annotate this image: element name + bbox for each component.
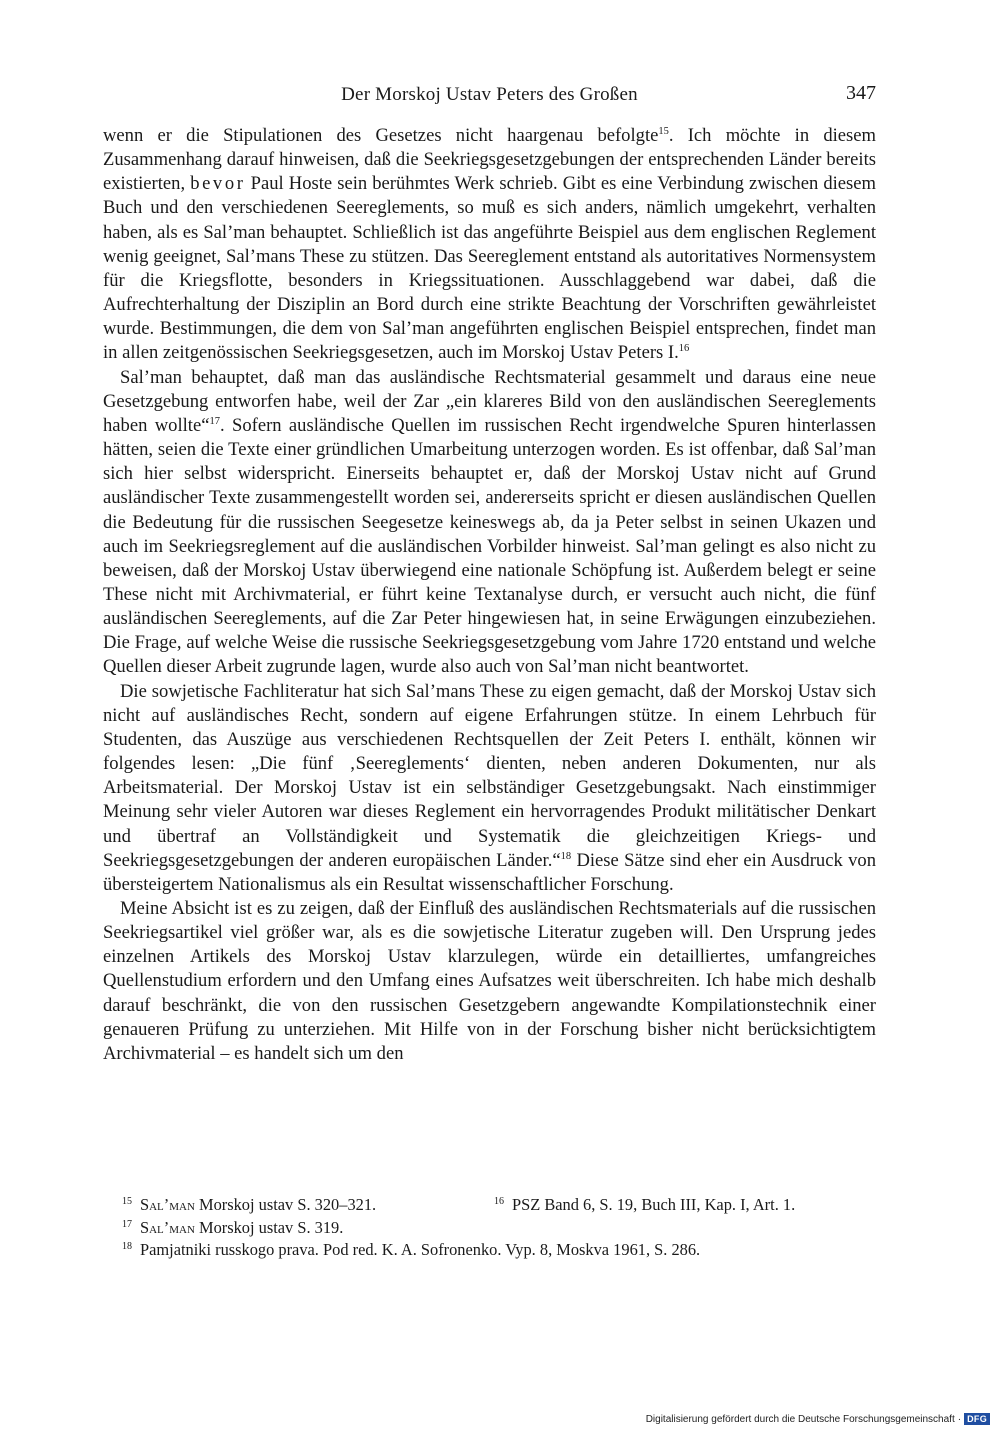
footnote-row-1 xyxy=(122,1191,882,1214)
digitization-credit xyxy=(646,1413,990,1425)
paragraph-1-text-a: wenn er die Stipulationen des Gesetzes nicht haargenau befolgte xyxy=(103,125,659,146)
footnote-15-author: Sal’man xyxy=(140,1195,195,1214)
paragraph-4: Meine Absicht ist es zu zeigen, daß der Einfluß des ausländischen Rechtsmaterials auf die russischen Seekriegsartikel viel größer war, als es die sowjetische Literatur zugeben will. Den Ursprung jedes einzelnen Artikels des Morskoj Ustav klarzulegen, würde ein detailliertes, umfangreiches Quellenstudium erfordern und den Umfang eines Aufsatzes weit überschreiten. Ich habe mich deshalb darauf beschränkt, die von den russischen Gesetzgebern angewandte Kompilationstechnik einer genaueren Prüfung zu unterziehen. Mit Hilfe von in der Forschung bisher nicht berücksichtigtem Archivmaterial – es handelt sich um den xyxy=(103,898,876,1064)
credit-text: Digitalisierung gefördert durch die Deutsche Forschungsgemeinschaft xyxy=(645,1413,955,1425)
body-text xyxy=(103,124,876,1066)
footnote-ref-18: 18 xyxy=(560,850,572,862)
footnote-row-2 xyxy=(122,1214,882,1237)
paragraph-2-text-a: Sal’man behauptet, daß man das ausländische Rechtsmaterial gesammelt und daraus eine neue Gesetzgebung entworfen habe, weil der Zar „ein klareres Bild von den ausländischen Seereglements haben wollte“ xyxy=(103,366,876,436)
paragraph-2 xyxy=(103,366,876,680)
footnote-ref-15: 15 xyxy=(658,126,669,137)
footnote-15-text: Morskoj ustav S. 320–321. xyxy=(194,1195,377,1214)
paragraph-1-text-b: . Ich möchte in diesem Zusammenhang darauf hinweisen, daß die Seekriegsgesetzgebungen der entsprechenden Länder bereits existierten, xyxy=(103,125,876,195)
footnote-18-number: 18 xyxy=(122,1241,132,1252)
paragraph-1 xyxy=(103,124,876,366)
footnote-ref-17: 17 xyxy=(209,415,220,427)
footnotes xyxy=(122,1191,882,1259)
dfg-logo-icon: DFG xyxy=(964,1413,990,1425)
footnote-16-number: 16 xyxy=(494,1196,504,1207)
footnote-15-number: 15 xyxy=(122,1196,132,1207)
paragraph-3 xyxy=(103,680,876,897)
footnote-18 xyxy=(122,1236,700,1262)
page-number: 347 xyxy=(846,82,876,104)
paragraph-1-text-c: Paul Hoste sein berühmtes Werk schrieb. Gibt es eine Verbindung zwischen diesem Buch und den verschiedenen Seereglements, so muß es sich anders, nämlich umgekehrt, verhalten haben, als es Sal’man behauptet. Schließlich ist das angeführte Beispiel aus dem englischen Reglement wenig geeignet, Sal’mans These zu stützen. Das Seereglement entstand als autoritatives Normensystem für die Kriegsflotte, besonders in Kriegssituationen. Ausschlaggebend war dabei, daß die Aufrechterhaltung der Disziplin an Bord durch eine strikte Beachtung der Vorschriften gewährleistet wurde. Bestimmungen, die dem von Sal’man angeführten englischen Beispiel entsprechen, findet man in allen zeitgenössischen Seekriegsgesetzen, auch im Morskoj Ustav Peters I. xyxy=(103,173,876,364)
footnote-16-text: PSZ Band 6, S. 19, Buch III, Kap. I, Art. 1. xyxy=(512,1195,796,1214)
running-title: Der Morskoj Ustav Peters des Großen xyxy=(341,84,638,105)
footnote-18-text: Pamjatniki russkogo prava. Pod red. K. A. Sofronenko. Vyp. 8, Moskva 1961, S. 286. xyxy=(140,1240,701,1259)
paragraph-2-text-b: . Sofern ausländische Quellen im russischen Recht irgendwelche Spuren hinterlassen hätten, seien die Texte einer gründlichen Umarbeitung unterzogen worden. Es ist offenbar, daß Sal’man sich hier selbst widerspricht. Einerseits behauptet er, daß der Morskoj Ustav nicht auf Grund ausländischer Texte zusammengestellt worden sei, andererseits spricht er diesen ausländischen Quellen die Bedeutung für die russischen Seegesetze keineswegs ab, da ja Peter selbst in seinen Ukazen und auch im Seekriegsreglement auf die ausländischen Vorbilder hinweist. Sal’man gelingt es also nicht zu beweisen, daß der Morskoj Ustav überwiegend eine nationale Schöpfung ist. Außerdem belegt er seine These nicht mit Archivmaterial, er führt keine Textanalyse durch, er versucht auch nicht, die fünf ausländischen Seereglements, auf die Zar Peter hingewiesen hat, in seine Erwägungen einzubeziehen. Die Frage, auf welche Weise die russische Seekriegsgesetzgebung vom Jahre 1720 entstand und welche Quellen dieser Arbeit zugrunde lagen, wurde also auch von Sal’man nicht beantwortet. xyxy=(103,414,876,678)
paragraph-1-emphasis: bevor xyxy=(190,173,246,195)
footnote-17-text: Morskoj ustav S. 319. xyxy=(194,1217,344,1237)
footnote-17-number: 17 xyxy=(122,1218,132,1230)
paragraph-3-text-b: Diese Sätze sind eher ein Ausdruck von übersteigertem Nationalismus als ein Resultat wissenschaftlicher Forschung. xyxy=(103,849,876,895)
footnote-row-3 xyxy=(122,1236,882,1259)
footnote-ref-16: 16 xyxy=(678,343,690,355)
credit-separator: · xyxy=(957,1413,962,1425)
paragraph-3-text-a: Die sowjetische Fachliteratur hat sich Sal’mans These zu eigen gemacht, daß der Morskoj Ustav sich nicht auf ausländisches Recht, sondern auf eigene Erfahrungen stütze. In einem Lehrbuch für Studenten, das Auszüge aus verschiedenen Rechtsquellen der Zeit Peters I. enthält, können wir folgendes lesen: „Die fünf ‚Seereglements‘ dienten, neben anderen Dokumenten, nur als Arbeitsmaterial. Der Morskoj Ustav ist ein selbständiger Gesetzgebungsakt. Nach einstimmiger Meinung sehr vieler Autoren war dieses Reglement ein hervorragendes Produkt militätischer Denkart und übertraf an Vollständigkeit und Systematik die gleichzeitigen Kriegs- und Seekriegsgesetzgebungen der anderen europäischen Länder.“ xyxy=(103,680,876,871)
footnote-17-author: Sal’man xyxy=(140,1217,195,1237)
running-head xyxy=(103,82,876,110)
